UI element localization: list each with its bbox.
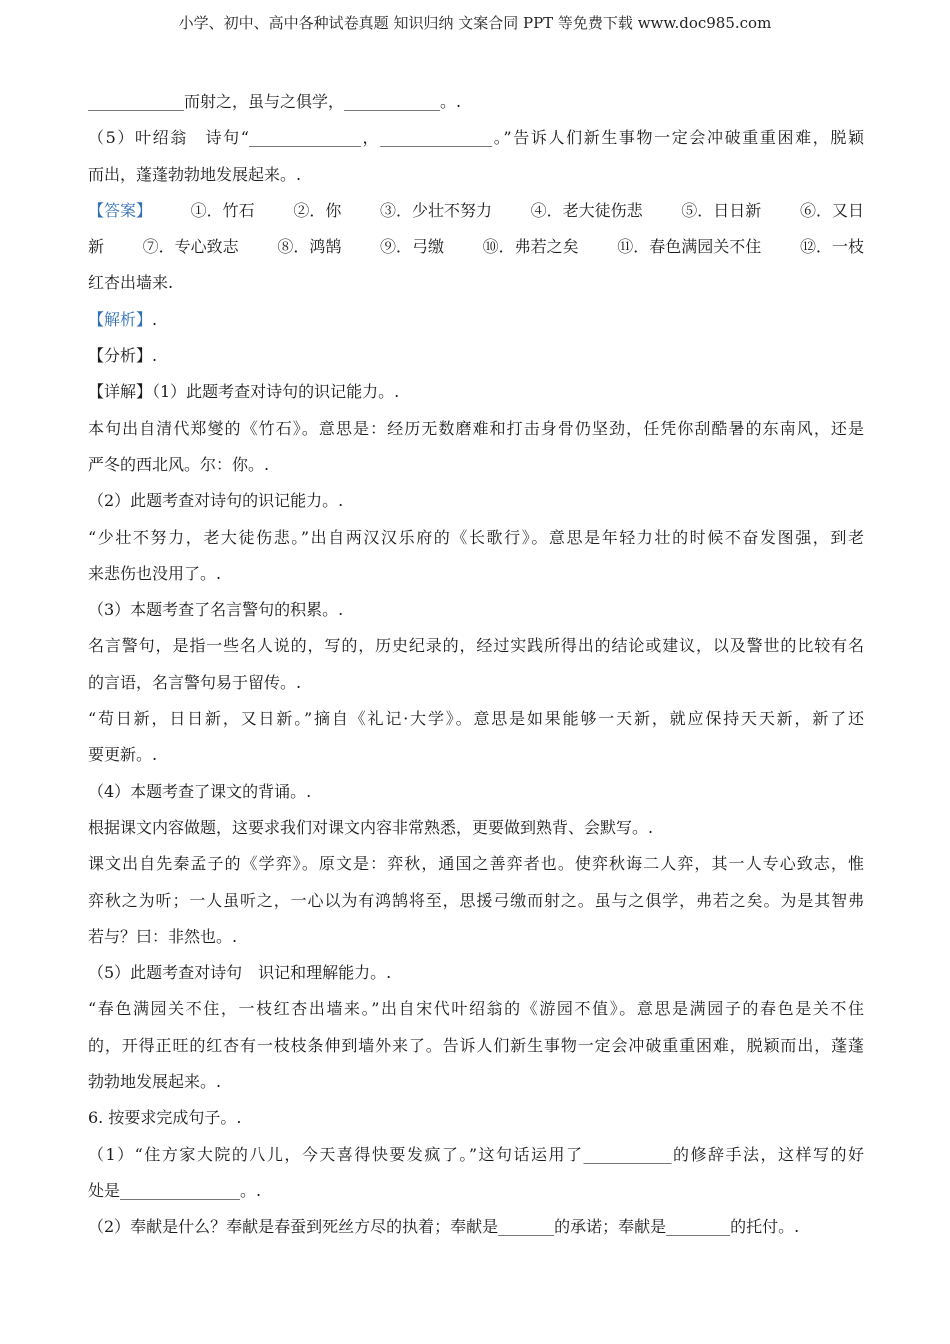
paragraph-line: “少壮不努力，老大徒伤悲。”出自两汉汉乐府的《长歌行》。意思是年轻力壮的时候不奋发图强，到老 — [88, 527, 864, 547]
answer-item: ⑤．日日新 — [681, 200, 762, 220]
paragraph-line: 若与？曰：非然也。. — [88, 926, 238, 946]
question-line: （5）叶绍翁 诗句“______________，______________。”告诉人们新生事物一定会冲破重重困难，脱颖 — [88, 128, 864, 148]
document-body — [88, 84, 864, 1246]
question-line: 而出，蓬蓬勃勃地发展起来。. — [88, 164, 302, 184]
answer-item: ⑨．弓缴 — [379, 237, 444, 257]
answer-item: 新 — [88, 237, 105, 257]
paragraph-line: 的言语，名言警句易于留传。. — [88, 672, 302, 692]
answer-item: ⑧．鸿鹄 — [277, 237, 342, 257]
paragraph-line: 本句出自清代郑燮的《竹石》。意思是：经历无数磨难和打击身骨仍坚劲，任凭你刮酷暑的东南风，还是 — [88, 418, 864, 438]
question-line: （1）“住方家大院的八儿，今天喜得快要发疯了。”这句话运用了___________的修辞手法，这样写的好 — [88, 1144, 864, 1164]
analysis-heading: 【分析】. — [88, 346, 158, 366]
detail-heading: 【详解】（1）此题考查对诗句的识记能力。. — [88, 382, 400, 402]
answer-item: ①．竹石 — [190, 200, 255, 220]
paragraph-line: 名言警句，是指一些名人说的，写的，历史纪录的，经过实践所得出的结论或建议，以及警世的比较有名 — [88, 636, 864, 656]
paragraph-line: 勃勃地发展起来。. — [88, 1072, 222, 1092]
paragraph-line: （2）此题考查对诗句的识记能力。. — [88, 491, 344, 511]
paragraph-line: （3）本题考查了名言警句的积累。. — [88, 600, 344, 620]
analysis-label: 【解析】 — [88, 309, 153, 329]
answer-item: ④．老大徒伤悲 — [530, 200, 643, 220]
paragraph-line: 的，开得正旺的红杏有一枝枝条伸到墙外来了。告诉人们新生事物一定会冲破重重困难，脱颖而出，蓬蓬 — [88, 1035, 864, 1055]
paragraph-line: 严冬的西北风。尔：你。. — [88, 454, 270, 474]
answer-line — [88, 229, 864, 265]
answer-item: ②．你 — [293, 200, 342, 220]
answer-line: 红杏出墙来. — [88, 273, 174, 293]
answer-item: ⑫．一枝 — [799, 237, 864, 257]
analysis-end-mark: . — [152, 309, 158, 329]
paragraph-line: 根据课文内容做题，这要求我们对课文内容非常熟悉，更要做到熟背、会默写。. — [88, 817, 654, 837]
answer-item: ⑩．弗若之矣 — [482, 237, 579, 257]
answer-line — [88, 193, 864, 229]
paragraph-line: “苟日新，日日新，又日新。”摘自《礼记·大学》。意思是如果能够一天新，就应保持天天新，新了还 — [88, 709, 864, 729]
answer-item: ⑦．专心致志 — [142, 237, 239, 257]
paragraph-line: 来悲伤也没用了。. — [88, 563, 222, 583]
answer-label: 【答案】 — [88, 200, 153, 220]
question-line: （2）奉献是什么？奉献是春蚕到死丝方尽的执着；奉献是_______的承诺；奉献是________的托付。. — [88, 1217, 800, 1237]
paragraph-line: （4）本题考查了课文的背诵。. — [88, 781, 312, 801]
answer-item: ⑪．春色满园关不住 — [617, 237, 762, 257]
paragraph-line: （5）此题考查对诗句 识记和理解能力。. — [88, 963, 392, 983]
paragraph-line: 弈秋之为听；一人虽听之，一心以为有鸿鹄将至，思援弓缴而射之。虽与之俱学，弗若之矣。为是其智弗 — [88, 890, 864, 910]
question-heading: 6. 按要求完成句子。. — [88, 1108, 242, 1128]
paragraph-line: 课文出自先秦孟子的《学弈》。原文是：弈秋，通国之善弈者也。使弈秋诲二人弈，其一人专心致志，惟 — [88, 854, 864, 874]
question-line: ____________而射之，虽与之俱学，____________。. — [88, 92, 462, 111]
paragraph-line: 要更新。. — [88, 745, 158, 765]
answer-item: ⑥．又日 — [799, 200, 864, 220]
analysis-line — [88, 302, 864, 338]
paragraph-line: “春色满园关不住，一枝红杏出墙来。”出自宋代叶绍翁的《游园不值》。意思是满园子的春色是关不住 — [88, 999, 864, 1019]
question-line: 处是_______________。. — [88, 1180, 262, 1200]
answer-item: ③．少壮不努力 — [379, 200, 492, 220]
page-header: 小学、初中、高中各种试卷真题 知识归纳 文案合同 PPT 等免费下载 www.doc985.com — [178, 14, 772, 32]
